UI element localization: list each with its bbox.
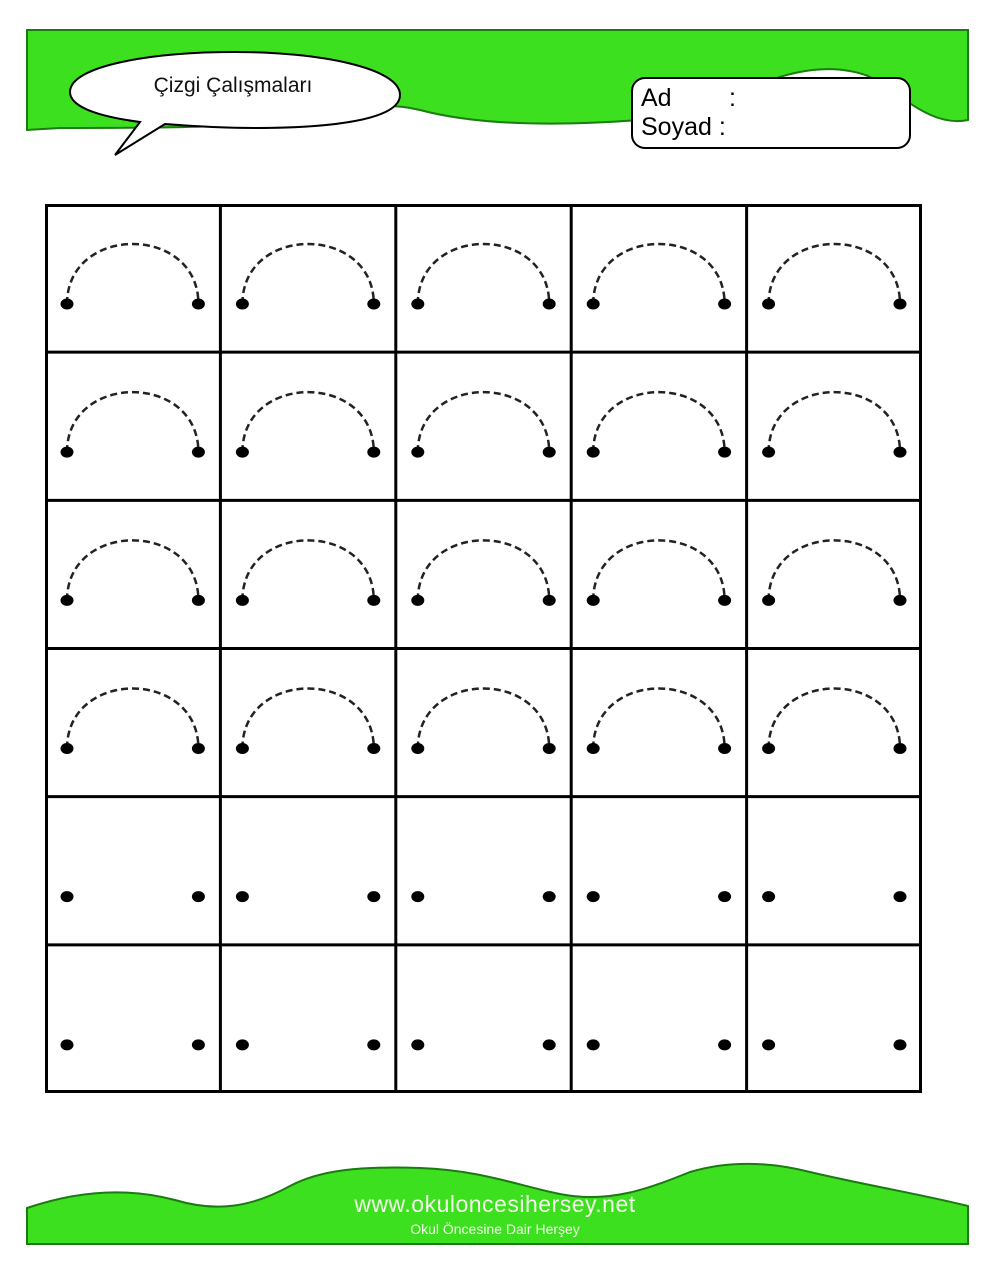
tracing-cell[interactable]	[236, 891, 380, 902]
tracing-cell[interactable]	[61, 244, 205, 310]
end-dot	[718, 1039, 731, 1050]
tracing-cell[interactable]	[587, 540, 731, 606]
start-dot	[587, 447, 600, 458]
start-dot	[587, 1039, 600, 1050]
start-dot	[587, 891, 600, 902]
dashed-arc-guide	[242, 244, 373, 304]
dashed-arc-guide	[769, 244, 900, 304]
start-dot	[411, 743, 424, 754]
start-dot	[411, 1039, 424, 1050]
footer-website: www.okuloncesihersey.net	[354, 1191, 636, 1217]
tracing-cell[interactable]	[587, 891, 731, 902]
end-dot	[367, 1039, 380, 1050]
surname-label: Soyad	[641, 113, 712, 141]
tracing-cell[interactable]	[411, 689, 555, 755]
end-dot	[192, 299, 205, 310]
tracing-cell[interactable]	[61, 392, 205, 458]
dashed-arc-guide	[242, 392, 373, 452]
dashed-arc-guide	[242, 540, 373, 600]
end-dot	[543, 1039, 556, 1050]
tracing-cell[interactable]	[236, 1039, 380, 1050]
end-dot	[367, 891, 380, 902]
name-box	[631, 77, 911, 149]
name-colon: :	[729, 84, 736, 112]
tracing-cell[interactable]	[411, 540, 555, 606]
start-dot	[411, 595, 424, 606]
start-dot	[411, 891, 424, 902]
end-dot	[192, 1039, 205, 1050]
end-dot	[718, 891, 731, 902]
end-dot	[894, 299, 907, 310]
tracing-cell[interactable]	[762, 244, 906, 310]
start-dot	[236, 743, 249, 754]
tracing-cell[interactable]	[61, 540, 205, 606]
tracing-cell[interactable]	[236, 689, 380, 755]
end-dot	[894, 743, 907, 754]
tracing-cell[interactable]	[411, 891, 555, 902]
tracing-cell[interactable]	[762, 392, 906, 458]
start-dot	[61, 743, 74, 754]
dashed-arc-guide	[67, 540, 198, 600]
tracing-cell[interactable]	[762, 540, 906, 606]
end-dot	[192, 743, 205, 754]
end-dot	[367, 299, 380, 310]
start-dot	[587, 743, 600, 754]
start-dot	[762, 595, 775, 606]
dashed-arc-guide	[418, 540, 549, 600]
surname-row	[641, 114, 726, 140]
dashed-arc-guide	[67, 244, 198, 304]
tracing-cell[interactable]	[61, 689, 205, 755]
end-dot	[718, 595, 731, 606]
start-dot	[61, 891, 74, 902]
end-dot	[192, 891, 205, 902]
end-dot	[543, 891, 556, 902]
end-dot	[543, 299, 556, 310]
end-dot	[718, 743, 731, 754]
name-label: Ad	[641, 84, 672, 112]
dashed-arc-guide	[242, 689, 373, 749]
worksheet-title: Çizgi Çalışmaları	[153, 74, 313, 97]
start-dot	[236, 1039, 249, 1050]
dashed-arc-guide	[769, 540, 900, 600]
dashed-arc-guide	[593, 540, 724, 600]
dashed-arc-guide	[593, 244, 724, 304]
dashed-arc-guide	[418, 392, 549, 452]
start-dot	[236, 891, 249, 902]
end-dot	[894, 595, 907, 606]
dashed-arc-guide	[418, 244, 549, 304]
dashed-arc-guide	[593, 689, 724, 749]
tracing-cell[interactable]	[61, 891, 205, 902]
dashed-arc-guide	[593, 392, 724, 452]
start-dot	[762, 299, 775, 310]
end-dot	[367, 595, 380, 606]
start-dot	[411, 299, 424, 310]
speech-bubble-icon	[70, 52, 400, 155]
end-dot	[894, 1039, 907, 1050]
start-dot	[236, 447, 249, 458]
dashed-arc-guide	[769, 392, 900, 452]
start-dot	[587, 595, 600, 606]
end-dot	[718, 299, 731, 310]
tracing-grid	[45, 204, 922, 1093]
start-dot	[236, 299, 249, 310]
start-dot	[61, 447, 74, 458]
tracing-cell[interactable]	[411, 244, 555, 310]
end-dot	[894, 891, 907, 902]
end-dot	[543, 447, 556, 458]
dashed-arc-guide	[769, 689, 900, 749]
surname-colon: :	[718, 113, 726, 141]
start-dot	[411, 447, 424, 458]
start-dot	[587, 299, 600, 310]
end-dot	[367, 743, 380, 754]
start-dot	[762, 743, 775, 754]
start-dot	[61, 595, 74, 606]
tracing-cell[interactable]	[236, 540, 380, 606]
tracing-cell[interactable]	[587, 689, 731, 755]
tracing-cell[interactable]	[587, 392, 731, 458]
tracing-cell[interactable]	[411, 392, 555, 458]
start-dot	[762, 891, 775, 902]
tracing-cell[interactable]	[762, 891, 906, 902]
tracing-cell[interactable]	[587, 1039, 731, 1050]
tracing-cell[interactable]	[587, 244, 731, 310]
tracing-cell[interactable]	[236, 244, 380, 310]
tracing-cell[interactable]	[411, 1039, 555, 1050]
dashed-arc-guide	[67, 689, 198, 749]
end-dot	[543, 595, 556, 606]
start-dot	[762, 1039, 775, 1050]
name-row	[641, 85, 736, 111]
end-dot	[367, 447, 380, 458]
end-dot	[718, 447, 731, 458]
end-dot	[543, 743, 556, 754]
dashed-arc-guide	[418, 689, 549, 749]
tracing-cell[interactable]	[61, 1039, 205, 1050]
dashed-arc-guide	[67, 392, 198, 452]
start-dot	[236, 595, 249, 606]
tracing-cell[interactable]	[236, 392, 380, 458]
end-dot	[894, 447, 907, 458]
end-dot	[192, 447, 205, 458]
start-dot	[762, 447, 775, 458]
tracing-cell[interactable]	[762, 1039, 906, 1050]
footer-tagline: Okul Öncesine Dair Herşey	[410, 1221, 580, 1237]
tracing-cell[interactable]	[762, 689, 906, 755]
start-dot	[61, 1039, 74, 1050]
end-dot	[192, 595, 205, 606]
start-dot	[61, 299, 74, 310]
